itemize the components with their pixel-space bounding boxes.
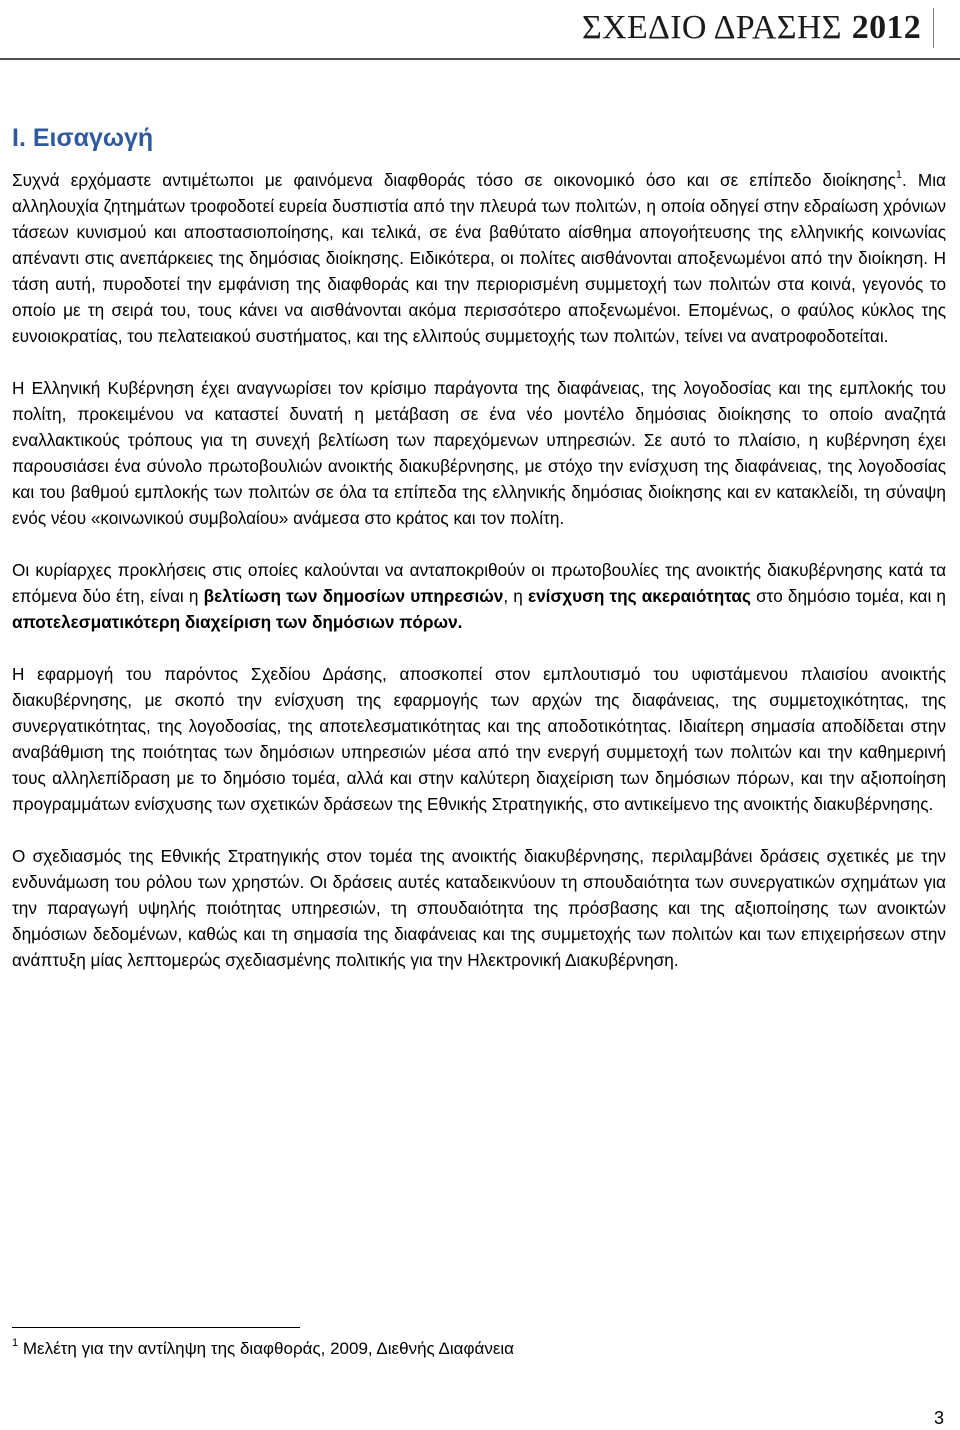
body-text [12, 167, 946, 999]
paragraph-3-bold-1: βελτίωση των δημοσίων υπηρεσιών [203, 586, 504, 606]
paragraph-1-text-b: . Μια αλληλουχία ζητημάτων τροφοδοτεί ευρεία δυσπιστία από την πλευρά των πολιτών, η οποία οδηγεί στην εδραίωση χρόνιων τάσεων κυνισμού και αποστασιοποίησης, και τελικά, σε ένα βαθύτατο αίσθημα απογοήτευσης της ελληνικής κοινωνίας απέναντι στις ανεπάρκειες της δημόσιας διοίκησης. Ειδικότερα, οι πολίτες αισθάνονται αποξενωμένοι από την διοίκηση. Η τάση αυτή, πυροδοτεί την εμφάνιση της διαφθοράς και την περιορισμένη συμμετοχή των πολιτών στα κοινά, γεγονός το οποίο με τη σειρά του, τους κάνει να αισθάνονται ακόμα περισσότερο αποξενωμένοι. Επομένως, ο φαύλος κύκλος της ευνοιοκρατίας, του πελατειακού συστήματος, και της ελλιπούς συμμετοχής των πολιτών, τείνει να ανατροφοδοτείται. [12, 170, 946, 346]
paragraph-3-bold-3: αποτελεσματικότερη διαχείριση των δημόσιων πόρων. [12, 612, 463, 632]
section-title: Εισαγωγή [32, 124, 154, 152]
footnote [12, 1336, 514, 1362]
paragraph-3 [12, 557, 946, 635]
paragraph-2: Η Ελληνική Κυβέρνηση έχει αναγνωρίσει τον κρίσιμο παράγοντα της διαφάνειας, της λογοδοσίας και της εμπλοκής του πολίτη, προκειμένου να καταστεί δυνατή η μετάβαση σε ένα νέο μοντέλο δημόσιας διοίκησης το οποίο αναζητά εναλλακτικούς τρόπους για τη συνεχή βελτίωση των παρεχόμενων υπηρεσιών. Σε αυτό το πλαίσιο, η κυβέρνηση έχει παρουσιάσει ένα σύνολο πρωτοβουλιών ανοικτής διακυβέρνησης, με στόχο την ενίσχυση της διαφάνειας, της λογοδοσίας και του βαθμού εμπλοκής των πολιτών σε όλα τα επίπεδα της ελληνικής δημόσιας διοίκησης και εν κατακλείδι, τη σύναψη ενός νέου «κοινωνικού συμβολαίου» ανάμεσα στο κράτος και τον πολίτη. [12, 378, 946, 528]
paragraph-3-text-e: στο δημόσιο τομέα, και η [750, 586, 946, 606]
section-number: Ι. [12, 124, 26, 152]
page-header [582, 8, 934, 48]
paragraph-3-bold-2: ενίσχυση της ακεραιότητας [527, 586, 751, 606]
paragraph-3-text-a: Οι κυρίαρχες προκλήσεις στις οποίες καλούνται να ανταποκριθούν οι πρωτοβουλίες της ανοικτής διακυβέρνησης κατά τα επόμενα δύο έτη, είναι η [12, 560, 946, 606]
paragraph-1 [12, 167, 946, 349]
paragraph-3-text-c: , η [503, 586, 528, 606]
header-separator [933, 8, 934, 48]
paragraph-5: Ο σχεδιασμός της Εθνικής Στρατηγικής στον τομέα της ανοικτής διακυβέρνησης, περιλαμβάνει δράσεις σχετικές με την ενδυνάμωση του ρόλου των χρηστών. Οι δράσεις αυτές καταδεικνύουν τη σπουδαιότητα των συνεργατικών σχημάτων για την παραγωγή υψηλής ποιότητας υπηρεσιών, τη σπουδαιότητα της πρόσβασης και της αξιοποίησης των ανοικτών δημόσιων δεδομένων, καθώς και τη σημασία της διαφάνειας και της συμμετοχής των πολιτών και των επιχειρήσεων στην ανάπτυξη μίας λεπτομερώς σχεδιασμένης πολιτικής για την Ηλεκτρονική Διακυβέρνηση. [12, 846, 946, 970]
footnote-reference[interactable]: 1 [895, 169, 903, 181]
footnote-rule [12, 1327, 300, 1328]
document-year: 2012 [851, 9, 921, 46]
paragraph-4: Η εφαρμογή του παρόντος Σχεδίου Δράσης, αποσκοπεί στον εμπλουτισμό του υφιστάμενου πλαισίου ανοικτής διακυβέρνησης, με σκοπό την ενίσχυση της εφαρμογής των αρχών της διαφάνειας, της συμμετοχικότητας, της συνεργατικότητας, της λογοδοσίας, της αποτελεσματικότητας και της αποδοτικότητας. Ιδιαίτερη σημασία αποδίδεται στην αναβάθμιση της ποιότητας των δημόσιων υπηρεσιών μέσα από την ενεργή συμμετοχή των πολιτών και την καθημερινή τους αλληλεπίδραση με το δημόσιο τομέα, αλλά και στην καλύτερη διαχείριση των δημόσιων πόρων, και την αξιοποίηση προγραμμάτων ενίσχυσης των σχετικών δράσεων της Εθνικής Στρατηγικής, στο αντικείμενο της ανοικτής διακυβέρνησης. [12, 664, 946, 814]
section-heading [12, 124, 153, 153]
header-rule [0, 58, 960, 60]
paragraph-1-text-a: Συχνά ερχόμαστε αντιμέτωποι με φαινόμενα διαφθοράς τόσο σε οικονομικό όσο και σε επίπεδο διοίκησης [12, 170, 896, 190]
document-title: ΣΧΕΔΙΟ ΔΡΑΣΗΣ [582, 9, 842, 46]
footnote-number: 1 [12, 1337, 19, 1349]
footnote-text: Μελέτη για την αντίληψη της διαφθοράς, 2009, Διεθνής Διαφάνεια [22, 1339, 515, 1358]
page-number: 3 [933, 1408, 944, 1428]
